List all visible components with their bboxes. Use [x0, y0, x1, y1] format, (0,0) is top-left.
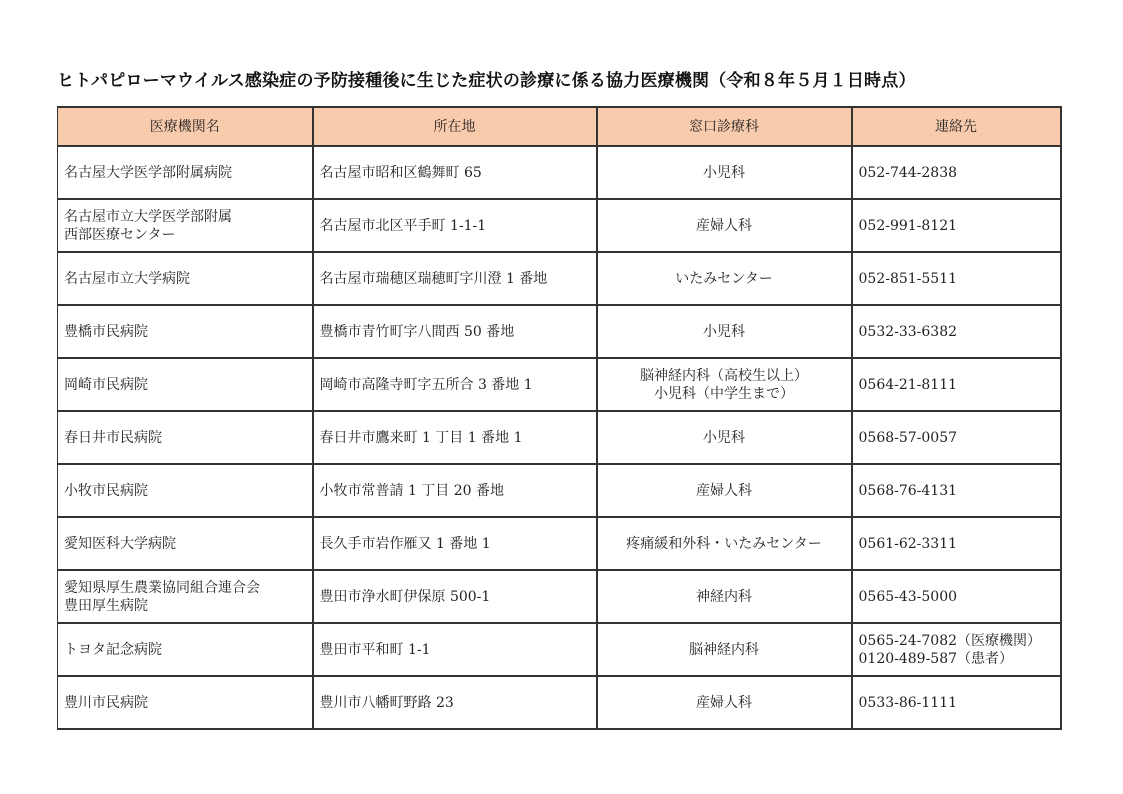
header-institution-name: 医療機関名	[58, 107, 313, 146]
cell-address: 小牧市常普請 1 丁目 20 番地	[313, 464, 597, 517]
table-row	[58, 517, 1061, 570]
table-row	[58, 623, 1061, 676]
cell-contact-line: 052-744-2838	[858, 164, 958, 181]
cell-contact-line: 0532-33-6382	[858, 323, 958, 340]
cell-institution-name	[58, 411, 313, 464]
cell-institution-name-line: 豊田厚生病院	[64, 597, 148, 614]
cell-institution-name	[58, 570, 313, 623]
cell-contact	[852, 676, 1061, 729]
cell-department-line: 脳神経内科（高校生以上）	[640, 367, 808, 384]
header-contact: 連絡先	[852, 107, 1061, 146]
cell-address: 名古屋市昭和区鶴舞町 65	[313, 146, 597, 199]
cell-department	[597, 464, 852, 517]
header-department: 窓口診療科	[597, 107, 852, 146]
cell-department-line: 小児科	[703, 164, 745, 181]
cell-department-line: 産婦人科	[696, 217, 752, 234]
cell-institution-name-line: 名古屋市立大学医学部附属	[64, 208, 232, 225]
cell-address: 豊田市浄水町伊保原 500-1	[313, 570, 597, 623]
table-row	[58, 570, 1061, 623]
cell-contact-line: 052-851-5511	[858, 270, 958, 287]
cell-department	[597, 411, 852, 464]
cell-contact-line: 0533-86-1111	[858, 694, 958, 711]
table-row	[58, 358, 1061, 411]
cell-institution-name-line: 岡崎市民病院	[64, 376, 148, 393]
cell-department	[597, 517, 852, 570]
cell-contact-line: 0120-489-587（患者）	[858, 650, 1014, 667]
table-row	[58, 305, 1061, 358]
cell-contact-line: 0561-62-3311	[858, 535, 958, 552]
header-address: 所在地	[313, 107, 597, 146]
cell-institution-name-line: 春日井市民病院	[64, 429, 162, 446]
table-row	[58, 252, 1061, 305]
cell-contact-line: 0564-21-8111	[858, 376, 958, 393]
cell-institution-name	[58, 358, 313, 411]
cell-institution-name-line: 愛知医科大学病院	[64, 535, 176, 552]
cell-institution-name	[58, 252, 313, 305]
cell-contact-line: 0565-24-7082（医療機関）	[858, 632, 1042, 649]
cell-department-line: 疼痛緩和外科・いたみセンター	[626, 535, 822, 552]
cell-address: 名古屋市瑞穂区瑞穂町字川澄 1 番地	[313, 252, 597, 305]
cell-department	[597, 146, 852, 199]
cell-contact	[852, 623, 1061, 676]
document-title: ヒトパピローマウイルス感染症の予防接種後に生じた症状の診療に係る協力医療機関（令和８年５月１日時点）	[57, 71, 916, 91]
cell-department	[597, 570, 852, 623]
cell-contact-line: 0568-57-0057	[858, 429, 958, 446]
table-header	[58, 107, 1061, 146]
cell-department-line: 神経内科	[696, 588, 752, 605]
cell-address: 豊橋市青竹町字八間西 50 番地	[313, 305, 597, 358]
cell-institution-name	[58, 517, 313, 570]
cell-address: 豊川市八幡町野路 23	[313, 676, 597, 729]
cell-department-line: いたみセンター	[675, 270, 773, 287]
cell-department	[597, 358, 852, 411]
table-row	[58, 464, 1061, 517]
cell-address: 長久手市岩作雁又 1 番地 1	[313, 517, 597, 570]
cell-institution-name-line: トヨタ記念病院	[64, 641, 162, 658]
table-row	[58, 199, 1061, 252]
cell-contact	[852, 252, 1061, 305]
cell-department	[597, 305, 852, 358]
cell-address: 岡崎市高隆寺町字五所合 3 番地 1	[313, 358, 597, 411]
table-row	[58, 676, 1061, 729]
cell-contact-line: 0568-76-4131	[858, 482, 958, 499]
cell-institution-name-line: 西部医療センター	[64, 226, 176, 243]
cell-department-line: 小児科（中学生まで）	[654, 385, 794, 402]
cell-address: 豊田市平和町 1-1	[313, 623, 597, 676]
cell-contact	[852, 411, 1061, 464]
cell-department-line: 産婦人科	[696, 482, 752, 499]
cell-department-line: 小児科	[703, 429, 745, 446]
cell-institution-name	[58, 305, 313, 358]
cell-address: 名古屋市北区平手町 1-1-1	[313, 199, 597, 252]
cell-department	[597, 623, 852, 676]
cell-department-line: 産婦人科	[696, 694, 752, 711]
cell-contact-line: 052-991-8121	[858, 217, 958, 234]
cell-department	[597, 252, 852, 305]
medical-institutions-table	[57, 106, 1062, 730]
cell-department-line: 小児科	[703, 323, 745, 340]
cell-institution-name-line: 名古屋市立大学病院	[64, 270, 190, 287]
cell-department-line: 脳神経内科	[689, 641, 759, 658]
cell-contact	[852, 305, 1061, 358]
cell-contact	[852, 146, 1061, 199]
cell-institution-name	[58, 623, 313, 676]
cell-contact	[852, 517, 1061, 570]
cell-institution-name-line: 小牧市民病院	[64, 482, 148, 499]
table-row	[58, 411, 1061, 464]
cell-institution-name	[58, 464, 313, 517]
cell-department	[597, 199, 852, 252]
cell-institution-name-line: 名古屋大学医学部附属病院	[64, 164, 232, 181]
cell-department	[597, 676, 852, 729]
header-row	[58, 107, 1061, 146]
cell-contact	[852, 570, 1061, 623]
cell-institution-name-line: 愛知県厚生農業協同組合連合会	[64, 579, 260, 596]
cell-contact	[852, 199, 1061, 252]
cell-address: 春日井市鷹来町 1 丁目 1 番地 1	[313, 411, 597, 464]
cell-contact-line: 0565-43-5000	[858, 588, 958, 605]
cell-institution-name	[58, 146, 313, 199]
cell-institution-name-line: 豊川市民病院	[64, 694, 148, 711]
cell-contact	[852, 464, 1061, 517]
table-body	[58, 146, 1061, 729]
cell-contact	[852, 358, 1061, 411]
cell-institution-name	[58, 199, 313, 252]
table-row	[58, 146, 1061, 199]
cell-institution-name-line: 豊橋市民病院	[64, 323, 148, 340]
cell-institution-name	[58, 676, 313, 729]
